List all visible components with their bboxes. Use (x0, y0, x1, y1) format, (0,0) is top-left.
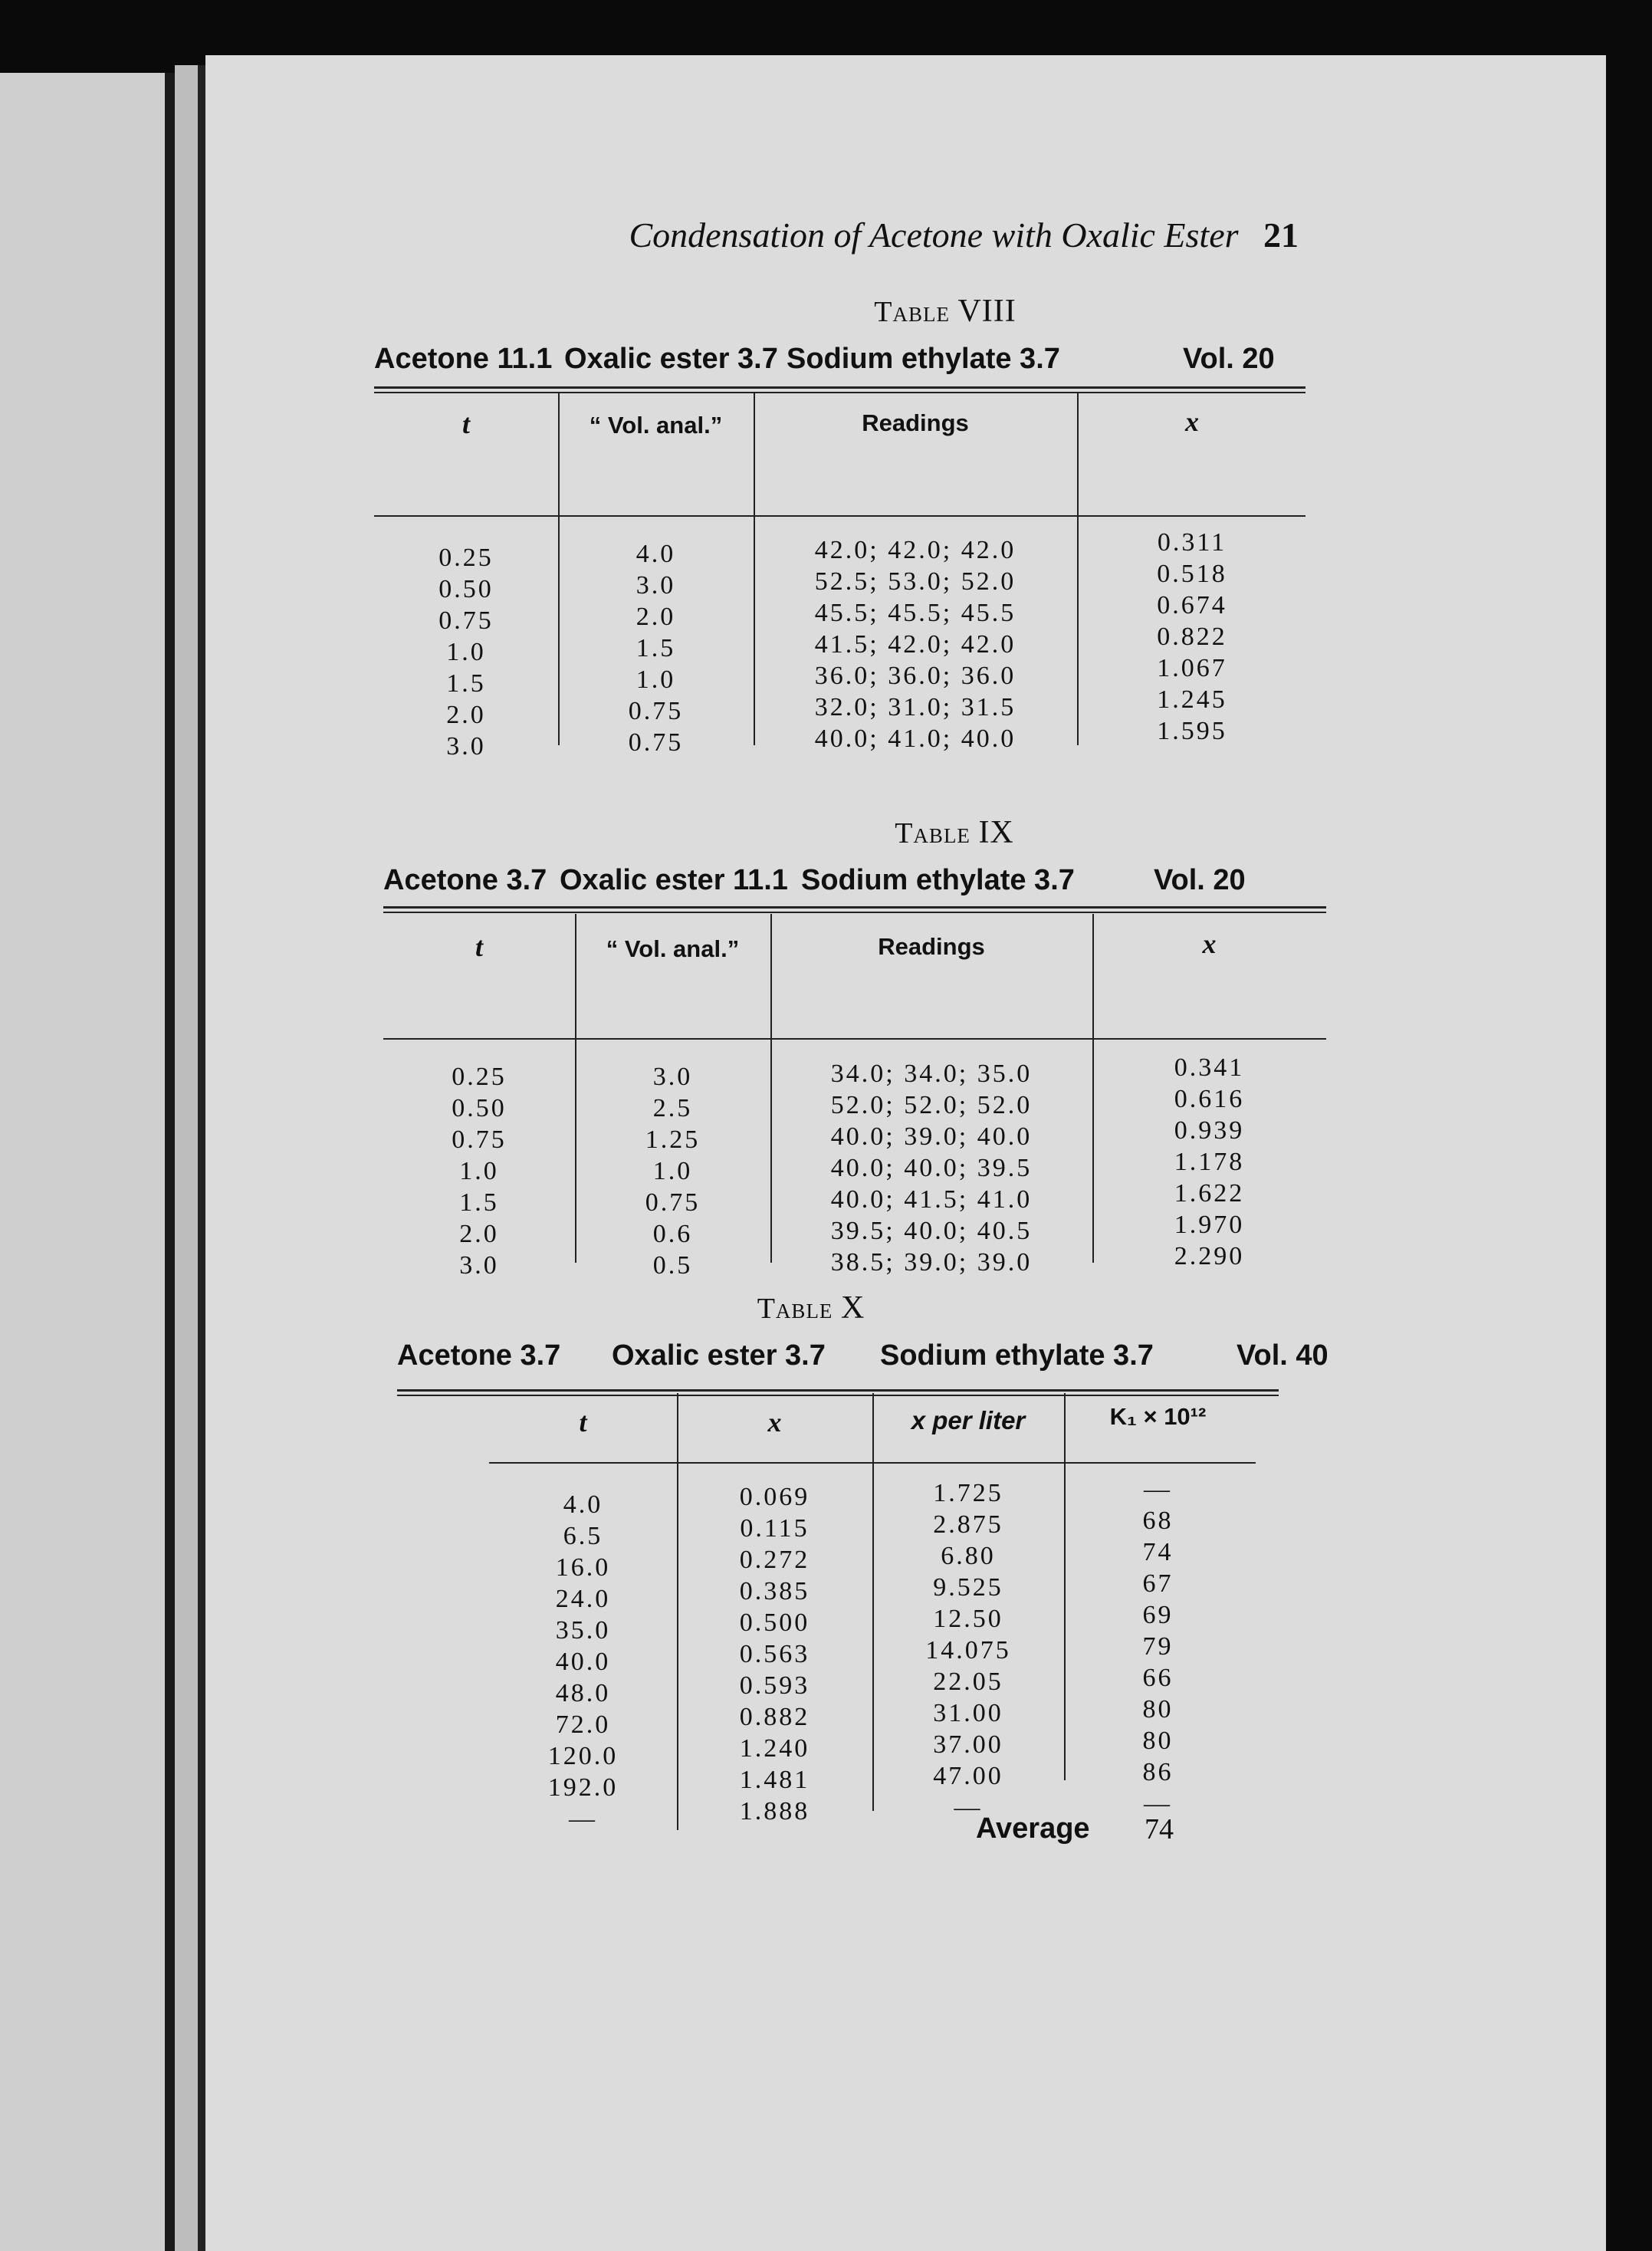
table-cell: 0.500 (739, 1609, 810, 1637)
column-x-per-liter (872, 1477, 1064, 1823)
table-cell: — (1144, 1475, 1172, 1503)
table-cell: 40.0 (555, 1648, 611, 1676)
table-cell: 0.939 (1174, 1116, 1245, 1145)
table-cell: — (954, 1793, 983, 1822)
table-cell: 2.875 (933, 1510, 1003, 1539)
column-vol-anal (558, 538, 754, 758)
table-cell: 192.0 (547, 1773, 619, 1802)
table-cell: 1.5 (636, 634, 676, 662)
table-title-number: IX (978, 815, 1014, 850)
table-cell: 1.0 (636, 665, 676, 694)
header-k1: K₁ × 10¹² (1109, 1403, 1207, 1430)
table-cell: 2.5 (652, 1094, 693, 1122)
column-readings (754, 534, 1077, 754)
table-cell: 1.25 (645, 1126, 701, 1154)
table-cell: 40.0; 39.0; 40.0 (830, 1122, 1033, 1151)
column-t (374, 542, 558, 762)
table-cell: 86 (1142, 1758, 1174, 1786)
table-cell: 1.0 (652, 1157, 693, 1185)
table-x (397, 1228, 1547, 1918)
spec-volume: Vol. 40 (1237, 1339, 1328, 1372)
average-value: 74 (1145, 1813, 1174, 1845)
table-cell: 1.970 (1174, 1211, 1245, 1239)
table-title-number: VIII (957, 294, 1016, 329)
table-cell: 74 (1142, 1538, 1174, 1566)
table-cell: 0.50 (438, 575, 494, 603)
table-cell: 16.0 (555, 1553, 611, 1582)
header-t: t (475, 932, 483, 962)
table-cell: 0.616 (1174, 1085, 1245, 1113)
top-rule (397, 1389, 1279, 1396)
table-cell: 14.075 (925, 1636, 1011, 1664)
table-title (383, 814, 1526, 851)
header-rule (374, 515, 1306, 517)
header-readings: Readings (862, 409, 969, 436)
column-x (677, 1481, 872, 1827)
table-cell: 9.525 (933, 1573, 1003, 1602)
header-x: x (1202, 928, 1217, 959)
running-head: Condensation of Acetone with Oxalic Ester (629, 215, 1239, 255)
table-cell: 34.0; 34.0; 35.0 (830, 1060, 1033, 1088)
table-cell: 3.0 (636, 571, 676, 600)
table-cell: 24.0 (555, 1585, 611, 1613)
table-cell: 42.0; 42.0; 42.0 (814, 536, 1016, 564)
table-cell: 32.0; 31.0; 31.5 (814, 693, 1016, 721)
table-cell: 1.725 (933, 1479, 1003, 1507)
header-x: x (767, 1407, 782, 1438)
header-t: t (461, 409, 470, 439)
table-cell: 72.0 (555, 1710, 611, 1739)
table-cell: 6.5 (563, 1522, 603, 1550)
table-title-number: X (840, 1290, 865, 1326)
table-cell: 0.069 (739, 1483, 810, 1511)
table-cell: 1.5 (446, 669, 486, 698)
average-label: Average (976, 1812, 1090, 1845)
table-cell: 3.0 (459, 1251, 499, 1280)
table-cell: 3.0 (652, 1063, 693, 1091)
table-cell: — (1144, 1789, 1172, 1818)
table-cell: 12.50 (933, 1605, 1003, 1633)
header-x-per-liter (872, 1406, 1064, 1435)
table-cell: 0.882 (739, 1703, 810, 1731)
table-cell: 79 (1142, 1632, 1174, 1661)
page-number: 21 (1263, 215, 1299, 255)
table-cell: 38.5; 39.0; 39.0 (830, 1248, 1033, 1277)
table-cell: 1.888 (739, 1797, 810, 1825)
table-cell: 2.0 (446, 701, 486, 729)
header-rule (383, 1038, 1326, 1040)
table-cell: 66 (1142, 1664, 1174, 1692)
header-vol-anal: “ Vol. anal.” (589, 412, 723, 439)
table-cell: 0.518 (1157, 560, 1227, 588)
table-cell: 1.0 (446, 638, 486, 666)
table-cell: 41.5; 42.0; 42.0 (814, 630, 1016, 659)
table-cell: 22.05 (933, 1668, 1003, 1696)
table-cell: 0.272 (739, 1546, 810, 1574)
book-page (205, 55, 1606, 2251)
table-ix (383, 761, 1526, 1280)
table-cell: 0.385 (739, 1577, 810, 1605)
table-cell: 2.290 (1174, 1242, 1245, 1270)
table-title (374, 293, 1516, 330)
table-cell: 31.00 (933, 1699, 1003, 1727)
table-cell: 4.0 (636, 540, 676, 568)
table-cell: 69 (1142, 1601, 1174, 1629)
table-cell: 0.822 (1157, 623, 1227, 651)
column-t (489, 1489, 677, 1835)
table-title-word: Table (874, 296, 950, 328)
spec-sodium-ethylate: Sodium ethylate 3.7 (787, 343, 1060, 375)
table-viii (374, 293, 1516, 784)
table-cell: 0.75 (628, 728, 684, 757)
table-cell: 1.067 (1157, 654, 1227, 682)
spec-oxalic-ester: Oxalic ester 11.1 (560, 864, 788, 896)
table-cell: 0.5 (652, 1251, 693, 1280)
header-x: x (1185, 406, 1199, 437)
facing-page-edge (0, 73, 177, 2251)
table-cell: 80 (1142, 1727, 1174, 1755)
table-cell: 0.75 (645, 1188, 701, 1217)
table-cell: 0.341 (1174, 1053, 1245, 1082)
table-cell: 1.481 (739, 1766, 810, 1794)
table-cell: 45.5; 45.5; 45.5 (814, 599, 1016, 627)
table-cell: 0.75 (438, 606, 494, 635)
spec-volume: Vol. 20 (1154, 864, 1246, 896)
spec-acetone: Acetone 3.7 (397, 1339, 561, 1372)
top-rule (383, 906, 1326, 913)
table-cell: 0.115 (740, 1514, 810, 1543)
column-k1 (1064, 1474, 1252, 1819)
table-cell: 0.25 (438, 544, 494, 572)
table-cell: 6.80 (941, 1542, 996, 1570)
table-cell: 67 (1142, 1569, 1174, 1598)
table-cell: 80 (1142, 1695, 1174, 1724)
table-cell: 52.5; 53.0; 52.0 (814, 567, 1016, 596)
table-title-word: Table (895, 817, 971, 849)
table-title (405, 1290, 1217, 1326)
header-readings: Readings (878, 933, 985, 960)
table-cell: 0.6 (652, 1220, 693, 1248)
table-cell: 1.622 (1174, 1179, 1245, 1208)
top-rule (374, 386, 1306, 393)
table-cell: 4.0 (563, 1490, 603, 1519)
spec-sodium-ethylate: Sodium ethylate 3.7 (801, 864, 1075, 896)
table-cell: 1.595 (1157, 717, 1227, 745)
table-cell: 1.240 (739, 1734, 810, 1763)
spec-acetone: Acetone 11.1 (374, 343, 553, 375)
table-cell: 2.0 (636, 603, 676, 631)
table-cell: 1.5 (459, 1188, 499, 1217)
spec-acetone: Acetone 3.7 (383, 864, 547, 896)
table-cell: 3.0 (446, 732, 486, 761)
table-cell: 0.563 (739, 1640, 810, 1668)
spec-oxalic-ester: Oxalic ester 3.7 (612, 1339, 826, 1372)
table-cell: 35.0 (555, 1616, 611, 1645)
table-cell: 0.75 (452, 1126, 507, 1154)
table-cell: 48.0 (555, 1679, 611, 1707)
table-title-word: Table (757, 1293, 833, 1325)
table-cell: 0.593 (739, 1671, 810, 1700)
table-cell: — (569, 1805, 597, 1833)
table-cell: 0.50 (452, 1094, 507, 1122)
table-cell: 0.25 (452, 1063, 507, 1091)
table-cell: 120.0 (547, 1742, 619, 1770)
column-x (1077, 527, 1307, 747)
table-cell: 40.0; 41.0; 40.0 (814, 725, 1016, 753)
table-cell: 2.0 (459, 1220, 499, 1248)
header-vol-anal: “ Vol. anal.” (606, 935, 740, 962)
header-t: t (579, 1407, 587, 1438)
table-cell: 1.178 (1174, 1148, 1245, 1176)
table-cell: 1.245 (1157, 685, 1227, 714)
table-cell: 0.75 (628, 697, 684, 725)
table-cell: 47.00 (933, 1762, 1003, 1790)
header-x-per-liter-label: x per liter (911, 1406, 1026, 1434)
book-gutter (175, 65, 205, 2251)
table-cell: 68 (1142, 1507, 1174, 1535)
table-cell: 36.0; 36.0; 36.0 (814, 662, 1016, 690)
table-cell: 1.0 (459, 1157, 499, 1185)
table-cell: 0.311 (1157, 528, 1227, 557)
table-cell: 40.0; 40.0; 39.5 (830, 1154, 1033, 1182)
table-cell: 52.0; 52.0; 52.0 (830, 1091, 1033, 1119)
table-cell: 37.00 (933, 1730, 1003, 1759)
spec-oxalic-ester: Oxalic ester 3.7 (564, 343, 778, 375)
table-cell: 39.5; 40.0; 40.5 (830, 1217, 1033, 1245)
table-cell: 0.674 (1157, 591, 1227, 619)
table-cell: 40.0; 41.5; 41.0 (830, 1185, 1033, 1214)
spec-volume: Vol. 20 (1183, 343, 1275, 375)
spec-sodium-ethylate: Sodium ethylate 3.7 (880, 1339, 1154, 1372)
